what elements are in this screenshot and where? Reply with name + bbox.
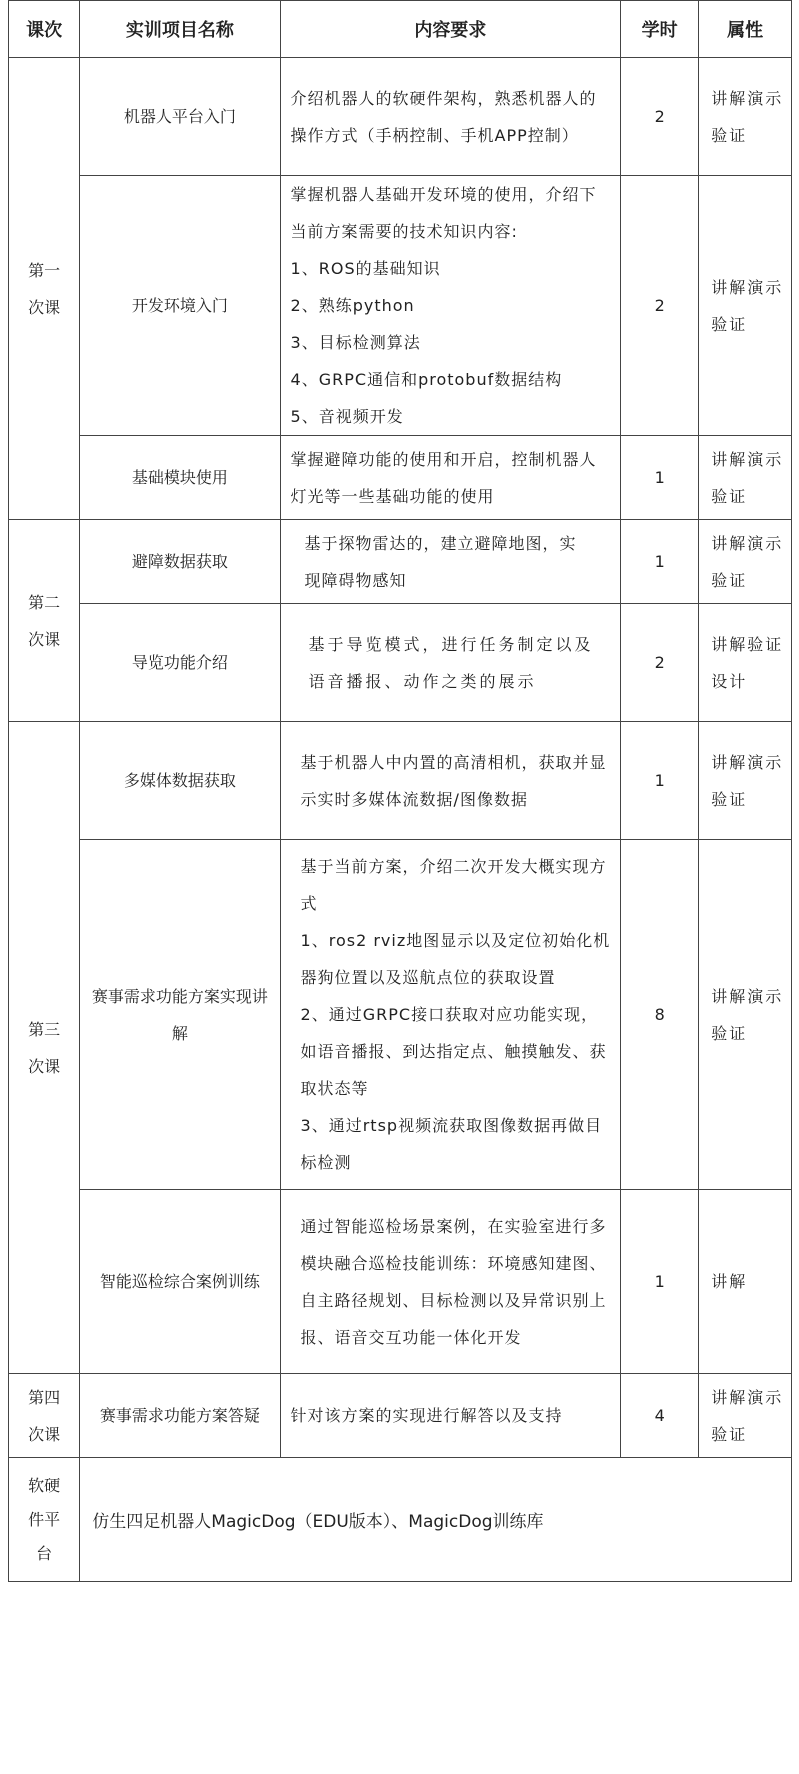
hours-cell: 2: [621, 58, 699, 176]
content-line: 3、通过rtsp视频流获取图像数据再做目标检测: [300, 1116, 603, 1172]
content-line: 4、GRPC通信和protobuf数据结构: [290, 370, 563, 389]
project-name: 赛事需求功能方案实现讲解: [80, 840, 280, 1190]
attribute-cell: 讲解演示验证: [699, 520, 792, 604]
content-cell: [280, 722, 621, 840]
lesson-cell-3: [9, 722, 80, 1374]
content-cell: [280, 176, 621, 436]
lesson-cell-1: [9, 58, 80, 520]
table-row: [9, 436, 792, 520]
lesson-label: 第三 次课: [28, 1019, 61, 1076]
lesson-label: 第二 次课: [28, 592, 61, 649]
platform-value: 仿生四足机器人MagicDog（EDU版本）、MagicDog训练库: [80, 1458, 792, 1582]
header-attribute: 属性: [699, 1, 792, 58]
content-cell: [280, 520, 621, 604]
platform-row: [9, 1458, 792, 1582]
project-name: 导览功能介绍: [80, 604, 280, 722]
project-name: 避障数据获取: [80, 520, 280, 604]
header-project-name: 实训项目名称: [80, 1, 280, 58]
attribute-cell: 讲解演示验证: [699, 840, 792, 1190]
content-line: 针对该方案的实现进行解答以及支持: [290, 1406, 563, 1425]
hours-cell: 2: [621, 176, 699, 436]
content-line: 掌握机器人基础开发环境的使用，介绍下当前方案需要的技术知识内容:: [290, 185, 597, 241]
content-line: 基于探物雷达的，建立避障地图，实现障碍物感知: [304, 533, 577, 590]
table-row: [9, 722, 792, 840]
attribute-cell: 讲解演示验证: [699, 722, 792, 840]
project-name: 开发环境入门: [80, 176, 280, 436]
content-line: 1、ros2 rviz地图显示以及定位初始化机器狗位置以及巡航点位的获取设置: [300, 931, 611, 987]
content-cell: [280, 1190, 621, 1374]
project-name: 多媒体数据获取: [80, 722, 280, 840]
content-cell: [280, 604, 621, 722]
hours-cell: 1: [621, 722, 699, 840]
content-line: 介绍机器人的软硬件架构，熟悉机器人的操作方式（手柄控制、手机APP控制）: [290, 88, 597, 145]
project-name: 基础模块使用: [80, 436, 280, 520]
content-line: 2、熟练python: [290, 296, 415, 315]
content-line: 通过智能巡检场景案例，在实验室进行多模块融合巡检技能训练：环境感知建图、自主路径规划、目标检测以及异常识别上报、语音交互功能一体化开发: [300, 1216, 607, 1347]
header-row: [9, 1, 792, 58]
attribute-cell: 讲解演示验证: [699, 1374, 792, 1458]
header-hours: 学时: [621, 1, 699, 58]
lesson-label: 第四 次课: [28, 1387, 61, 1444]
hours-cell: 8: [621, 840, 699, 1190]
header-content: 内容要求: [280, 1, 621, 58]
content-line: 1、ROS的基础知识: [290, 259, 441, 278]
content-cell: [280, 1374, 621, 1458]
header-lesson: 课次: [9, 1, 80, 58]
lesson-cell-2: [9, 520, 80, 722]
table-row: [9, 840, 792, 1190]
content-line: 掌握避障功能的使用和开启，控制机器人灯光等一些基础功能的使用: [290, 449, 597, 506]
content-line: 5、音视频开发: [290, 407, 404, 426]
content-cell: [280, 436, 621, 520]
table-row: [9, 58, 792, 176]
hours-cell: 4: [621, 1374, 699, 1458]
content-line: 基于导览模式，进行任务制定以及语音播报、动作之类的展示: [308, 634, 594, 691]
attribute-cell: 讲解演示验证: [699, 58, 792, 176]
content-cell: [280, 58, 621, 176]
table-row: [9, 1374, 792, 1458]
hours-cell: 2: [621, 604, 699, 722]
project-name: 智能巡检综合案例训练: [80, 1190, 280, 1374]
hours-cell: 1: [621, 520, 699, 604]
attribute-cell: 讲解: [699, 1190, 792, 1374]
hours-cell: 1: [621, 436, 699, 520]
content-cell: [280, 840, 621, 1190]
lesson-label: 第一 次课: [28, 260, 61, 317]
attribute-cell: 讲解演示验证: [699, 436, 792, 520]
project-name: 赛事需求功能方案答疑: [80, 1374, 280, 1458]
table-row: [9, 604, 792, 722]
project-name: 机器人平台入门: [80, 58, 280, 176]
attribute-cell: 讲解演示验证: [699, 176, 792, 436]
lesson-cell-4: [9, 1374, 80, 1458]
content-line: 基于当前方案，介绍二次开发大概实现方式: [300, 857, 607, 913]
table-row: [9, 1190, 792, 1374]
course-table: [8, 0, 792, 1582]
table-row: [9, 176, 792, 436]
attribute-cell: 讲解验证设计: [699, 604, 792, 722]
platform-label: 软硬件平台: [9, 1458, 80, 1582]
table-row: [9, 520, 792, 604]
content-line: 3、目标检测算法: [290, 333, 421, 352]
content-line: 基于机器人中内置的高清相机，获取并显示实时多媒体流数据/图像数据: [300, 752, 607, 809]
hours-cell: 1: [621, 1190, 699, 1374]
content-line: 2、通过GRPC接口获取对应功能实现，如语音播报、到达指定点、触摸触发、获取状态等: [300, 1005, 607, 1098]
